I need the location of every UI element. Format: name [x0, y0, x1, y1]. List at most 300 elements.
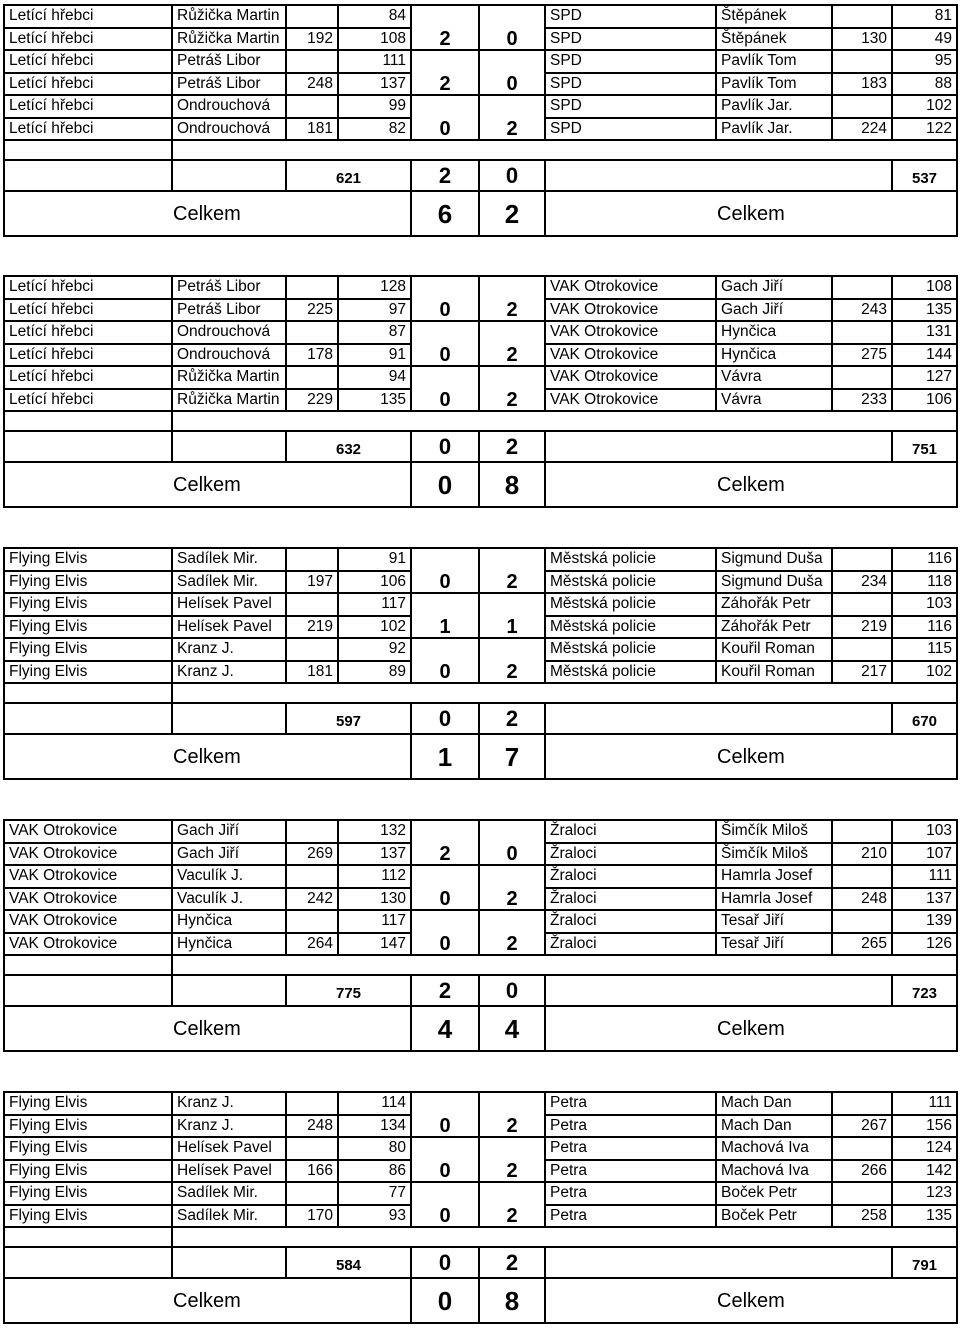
game-left: 112: [338, 865, 411, 888]
series-left: 219: [286, 616, 338, 639]
blank-cell: [172, 1247, 286, 1278]
series-right: [832, 1182, 892, 1205]
series-left: [286, 5, 338, 28]
game-right: 102: [892, 661, 957, 684]
game-left: 87: [338, 321, 411, 344]
series-left: 229: [286, 389, 338, 412]
player-right: Boček Petr: [716, 1182, 832, 1205]
player-left: Ondrouchová: [172, 95, 286, 118]
points-right: 2: [479, 1092, 545, 1137]
blank-cell: [172, 140, 957, 160]
pins-total-left: 621: [286, 160, 411, 191]
blank-cell: [172, 703, 286, 734]
team-right: VAK Otrokovice: [545, 299, 716, 322]
points-right: 2: [479, 321, 545, 366]
pins-total-right: 537: [892, 160, 957, 191]
match-points-left: 1: [411, 734, 479, 779]
team-right: Městská policie: [545, 548, 716, 571]
total-label-right: Celkem: [545, 1278, 957, 1323]
table-row: [4, 865, 957, 888]
points-total-left: 0: [411, 1247, 479, 1278]
game-left: 82: [338, 118, 411, 141]
match-points-right: 8: [479, 462, 545, 507]
blank-cell: [4, 1227, 172, 1247]
team-right: Petra: [545, 1137, 716, 1160]
match-table: [3, 1091, 958, 1324]
team-right: Městská policie: [545, 661, 716, 684]
player-right: Mach Dan: [716, 1092, 832, 1115]
player-left: Sadílek Mir.: [172, 548, 286, 571]
player-right: Pavlík Tom: [716, 73, 832, 96]
total-label-left: Celkem: [4, 462, 411, 507]
game-left: 92: [338, 638, 411, 661]
series-right: 183: [832, 73, 892, 96]
team-left: Flying Elvis: [4, 593, 172, 616]
team-left: Letící hřebci: [4, 50, 172, 73]
game-right: 115: [892, 638, 957, 661]
series-right: 210: [832, 843, 892, 866]
blank-cell: [4, 683, 172, 703]
series-left: [286, 366, 338, 389]
game-left: 86: [338, 1160, 411, 1183]
player-right: Machová Iva: [716, 1160, 832, 1183]
series-left: [286, 1092, 338, 1115]
player-right: Hamrla Josef: [716, 865, 832, 888]
series-left: 264: [286, 933, 338, 956]
total-row: [4, 1278, 957, 1323]
match-table: [3, 4, 958, 237]
player-left: Petráš Libor: [172, 276, 286, 299]
player-right: Kouřil Roman: [716, 638, 832, 661]
series-left: 192: [286, 28, 338, 51]
spacer-row: [4, 683, 957, 703]
team-right: Petra: [545, 1115, 716, 1138]
points-left: 2: [411, 820, 479, 865]
points-right: 0: [479, 50, 545, 95]
team-left: Flying Elvis: [4, 1092, 172, 1115]
series-left: 170: [286, 1205, 338, 1228]
spacer-row: [4, 955, 957, 975]
series-left: [286, 820, 338, 843]
game-right: 123: [892, 1182, 957, 1205]
series-right: [832, 321, 892, 344]
points-total-left: 0: [411, 703, 479, 734]
match-table: [3, 819, 958, 1052]
player-right: Záhořák Petr: [716, 593, 832, 616]
team-right: Petra: [545, 1182, 716, 1205]
game-right: 106: [892, 389, 957, 412]
game-right: 127: [892, 366, 957, 389]
team-right: SPD: [545, 73, 716, 96]
blank-cell: [4, 411, 172, 431]
game-right: 156: [892, 1115, 957, 1138]
total-row: [4, 462, 957, 507]
spacer-row: [4, 140, 957, 160]
game-right: 116: [892, 548, 957, 571]
blank-cell: [545, 160, 892, 191]
pins-total-left: 632: [286, 431, 411, 462]
team-left: Flying Elvis: [4, 548, 172, 571]
points-total-right: 0: [479, 160, 545, 191]
match-points-right: 7: [479, 734, 545, 779]
player-right: Vávra: [716, 389, 832, 412]
player-left: Petráš Libor: [172, 299, 286, 322]
blank-cell: [4, 160, 172, 191]
game-left: 84: [338, 5, 411, 28]
points-left: 0: [411, 95, 479, 140]
subtotal-row: [4, 703, 957, 734]
team-right: Žraloci: [545, 888, 716, 911]
player-left: Petráš Libor: [172, 50, 286, 73]
player-left: Sadílek Mir.: [172, 1182, 286, 1205]
team-right: SPD: [545, 95, 716, 118]
points-total-left: 2: [411, 160, 479, 191]
series-right: 265: [832, 933, 892, 956]
subtotal-row: [4, 975, 957, 1006]
points-right: 2: [479, 865, 545, 910]
team-left: Letící hřebci: [4, 276, 172, 299]
player-left: Kranz J.: [172, 1092, 286, 1115]
series-right: [832, 820, 892, 843]
team-left: Flying Elvis: [4, 1205, 172, 1228]
series-right: 275: [832, 344, 892, 367]
pins-total-right: 791: [892, 1247, 957, 1278]
total-label-right: Celkem: [545, 1006, 957, 1051]
game-left: 99: [338, 95, 411, 118]
match-points-right: 8: [479, 1278, 545, 1323]
team-right: VAK Otrokovice: [545, 366, 716, 389]
player-left: Vaculík J.: [172, 865, 286, 888]
player-right: Pavlík Tom: [716, 50, 832, 73]
series-left: [286, 276, 338, 299]
player-right: Gach Jiří: [716, 299, 832, 322]
game-left: 117: [338, 910, 411, 933]
player-left: Gach Jiří: [172, 820, 286, 843]
game-left: 114: [338, 1092, 411, 1115]
series-right: 217: [832, 661, 892, 684]
series-right: 233: [832, 389, 892, 412]
team-left: Letící hřebci: [4, 344, 172, 367]
game-left: 108: [338, 28, 411, 51]
team-right: Městská policie: [545, 638, 716, 661]
total-row: [4, 1006, 957, 1051]
game-left: 106: [338, 571, 411, 594]
blank-cell: [4, 955, 172, 975]
player-right: Vávra: [716, 366, 832, 389]
team-left: Flying Elvis: [4, 571, 172, 594]
team-left: Flying Elvis: [4, 1137, 172, 1160]
team-left: Flying Elvis: [4, 616, 172, 639]
team-left: VAK Otrokovice: [4, 865, 172, 888]
points-total-right: 2: [479, 431, 545, 462]
points-left: 2: [411, 50, 479, 95]
match-points-left: 4: [411, 1006, 479, 1051]
team-right: Žraloci: [545, 933, 716, 956]
blank-cell: [4, 1247, 172, 1278]
spacer-row: [4, 411, 957, 431]
player-left: Ondrouchová: [172, 344, 286, 367]
series-right: [832, 95, 892, 118]
player-right: Kouřil Roman: [716, 661, 832, 684]
points-right: 2: [479, 276, 545, 321]
team-right: Petra: [545, 1092, 716, 1115]
game-left: 135: [338, 389, 411, 412]
team-right: Městská policie: [545, 593, 716, 616]
game-right: 122: [892, 118, 957, 141]
series-right: 234: [832, 571, 892, 594]
series-right: 219: [832, 616, 892, 639]
series-right: [832, 366, 892, 389]
series-right: [832, 276, 892, 299]
player-left: Ondrouchová: [172, 118, 286, 141]
subtotal-row: [4, 1247, 957, 1278]
game-right: 49: [892, 28, 957, 51]
series-left: [286, 1137, 338, 1160]
points-left: 1: [411, 593, 479, 638]
player-right: Šimčík Miloš: [716, 843, 832, 866]
player-right: Hynčica: [716, 344, 832, 367]
match-points-left: 6: [411, 191, 479, 236]
game-left: 117: [338, 593, 411, 616]
team-left: VAK Otrokovice: [4, 933, 172, 956]
game-left: 137: [338, 73, 411, 96]
game-right: 144: [892, 344, 957, 367]
series-left: [286, 321, 338, 344]
team-left: VAK Otrokovice: [4, 910, 172, 933]
points-total-left: 2: [411, 975, 479, 1006]
blank-cell: [172, 683, 957, 703]
points-left: 0: [411, 910, 479, 955]
game-left: 130: [338, 888, 411, 911]
game-left: 132: [338, 820, 411, 843]
match-table: [3, 547, 958, 780]
team-right: SPD: [545, 50, 716, 73]
team-left: Letící hřebci: [4, 95, 172, 118]
team-right: Petra: [545, 1160, 716, 1183]
team-left: VAK Otrokovice: [4, 843, 172, 866]
game-left: 147: [338, 933, 411, 956]
team-right: VAK Otrokovice: [545, 344, 716, 367]
series-right: [832, 593, 892, 616]
team-right: Městská policie: [545, 616, 716, 639]
series-left: [286, 50, 338, 73]
player-right: Pavlík Jar.: [716, 118, 832, 141]
player-left: Sadílek Mir.: [172, 571, 286, 594]
player-right: Hynčica: [716, 321, 832, 344]
team-right: Petra: [545, 1205, 716, 1228]
series-left: 248: [286, 1115, 338, 1138]
table-row: [4, 1182, 957, 1205]
table-row: [4, 1137, 957, 1160]
player-right: Tesař Jiří: [716, 933, 832, 956]
series-right: 224: [832, 118, 892, 141]
blank-cell: [4, 703, 172, 734]
game-right: 103: [892, 593, 957, 616]
team-left: Letící hřebci: [4, 5, 172, 28]
player-left: Helísek Pavel: [172, 1160, 286, 1183]
points-left: 0: [411, 366, 479, 411]
series-right: 258: [832, 1205, 892, 1228]
points-right: 0: [479, 5, 545, 50]
team-left: Flying Elvis: [4, 1182, 172, 1205]
game-right: 131: [892, 321, 957, 344]
team-right: Městská policie: [545, 571, 716, 594]
player-left: Vaculík J.: [172, 888, 286, 911]
match-block: [3, 275, 956, 508]
team-right: Žraloci: [545, 843, 716, 866]
game-right: 107: [892, 843, 957, 866]
series-left: 197: [286, 571, 338, 594]
series-left: 248: [286, 73, 338, 96]
game-left: 89: [338, 661, 411, 684]
player-left: Helísek Pavel: [172, 1137, 286, 1160]
team-left: Letící hřebci: [4, 389, 172, 412]
series-left: [286, 1182, 338, 1205]
game-right: 137: [892, 888, 957, 911]
team-left: Flying Elvis: [4, 1115, 172, 1138]
series-right: 267: [832, 1115, 892, 1138]
series-left: 269: [286, 843, 338, 866]
game-left: 134: [338, 1115, 411, 1138]
total-row: [4, 734, 957, 779]
game-right: 126: [892, 933, 957, 956]
points-left: 0: [411, 638, 479, 683]
series-right: 130: [832, 28, 892, 51]
table-row: [4, 820, 957, 843]
total-label-right: Celkem: [545, 191, 957, 236]
team-left: Flying Elvis: [4, 638, 172, 661]
team-right: Žraloci: [545, 820, 716, 843]
game-right: 118: [892, 571, 957, 594]
points-right: 1: [479, 593, 545, 638]
table-row: [4, 548, 957, 571]
game-right: 142: [892, 1160, 957, 1183]
series-right: 243: [832, 299, 892, 322]
series-left: [286, 910, 338, 933]
player-left: Helísek Pavel: [172, 616, 286, 639]
match-block: [3, 4, 956, 237]
blank-cell: [545, 431, 892, 462]
series-right: [832, 638, 892, 661]
subtotal-row: [4, 160, 957, 191]
total-label-left: Celkem: [4, 1278, 411, 1323]
team-left: Letící hřebci: [4, 321, 172, 344]
player-left: Sadílek Mir.: [172, 1205, 286, 1228]
points-total-right: 2: [479, 703, 545, 734]
series-left: 181: [286, 118, 338, 141]
blank-cell: [172, 160, 286, 191]
series-right: [832, 865, 892, 888]
series-left: 181: [286, 661, 338, 684]
player-right: Mach Dan: [716, 1115, 832, 1138]
game-left: 77: [338, 1182, 411, 1205]
player-left: Gach Jiří: [172, 843, 286, 866]
table-row: [4, 638, 957, 661]
points-right: 2: [479, 1137, 545, 1182]
team-left: Letící hřebci: [4, 299, 172, 322]
team-left: VAK Otrokovice: [4, 820, 172, 843]
blank-cell: [172, 955, 957, 975]
blank-cell: [545, 975, 892, 1006]
team-right: VAK Otrokovice: [545, 276, 716, 299]
blank-cell: [4, 431, 172, 462]
points-right: 2: [479, 1182, 545, 1227]
match-points-right: 4: [479, 1006, 545, 1051]
total-label-right: Celkem: [545, 734, 957, 779]
player-right: Boček Petr: [716, 1205, 832, 1228]
total-label-left: Celkem: [4, 191, 411, 236]
game-right: 135: [892, 1205, 957, 1228]
team-right: VAK Otrokovice: [545, 389, 716, 412]
points-left: 0: [411, 865, 479, 910]
player-left: Ondrouchová: [172, 321, 286, 344]
team-right: SPD: [545, 118, 716, 141]
player-right: Štěpánek: [716, 5, 832, 28]
points-total-right: 2: [479, 1247, 545, 1278]
team-left: Flying Elvis: [4, 661, 172, 684]
game-right: 103: [892, 820, 957, 843]
series-right: 248: [832, 888, 892, 911]
game-right: 135: [892, 299, 957, 322]
points-left: 0: [411, 1092, 479, 1137]
pins-total-right: 670: [892, 703, 957, 734]
player-left: Růžička Martin: [172, 389, 286, 412]
team-left: VAK Otrokovice: [4, 888, 172, 911]
points-right: 2: [479, 548, 545, 593]
team-left: Letící hřebci: [4, 73, 172, 96]
series-right: [832, 1137, 892, 1160]
points-total-left: 0: [411, 431, 479, 462]
series-right: [832, 548, 892, 571]
table-row: [4, 321, 957, 344]
series-left: 242: [286, 888, 338, 911]
series-right: [832, 50, 892, 73]
total-row: [4, 191, 957, 236]
series-right: [832, 910, 892, 933]
game-left: 128: [338, 276, 411, 299]
game-right: 81: [892, 5, 957, 28]
points-total-right: 0: [479, 975, 545, 1006]
game-left: 94: [338, 366, 411, 389]
blank-cell: [172, 1227, 957, 1247]
table-row: [4, 1092, 957, 1115]
player-left: Helísek Pavel: [172, 593, 286, 616]
match-block: [3, 1091, 956, 1324]
team-left: Letící hřebci: [4, 118, 172, 141]
team-right: VAK Otrokovice: [545, 321, 716, 344]
points-right: 2: [479, 910, 545, 955]
subtotal-row: [4, 431, 957, 462]
total-label-right: Celkem: [545, 462, 957, 507]
player-left: Kranz J.: [172, 661, 286, 684]
game-left: 111: [338, 50, 411, 73]
points-right: 2: [479, 366, 545, 411]
player-left: Hynčica: [172, 910, 286, 933]
series-left: 225: [286, 299, 338, 322]
series-left: 166: [286, 1160, 338, 1183]
match-points-right: 2: [479, 191, 545, 236]
player-right: Machová Iva: [716, 1137, 832, 1160]
series-right: [832, 1092, 892, 1115]
game-right: 111: [892, 1092, 957, 1115]
player-left: Petráš Libor: [172, 73, 286, 96]
pins-total-left: 597: [286, 703, 411, 734]
points-right: 0: [479, 820, 545, 865]
points-left: 0: [411, 548, 479, 593]
series-left: [286, 638, 338, 661]
total-label-left: Celkem: [4, 1006, 411, 1051]
player-left: Růžička Martin: [172, 28, 286, 51]
